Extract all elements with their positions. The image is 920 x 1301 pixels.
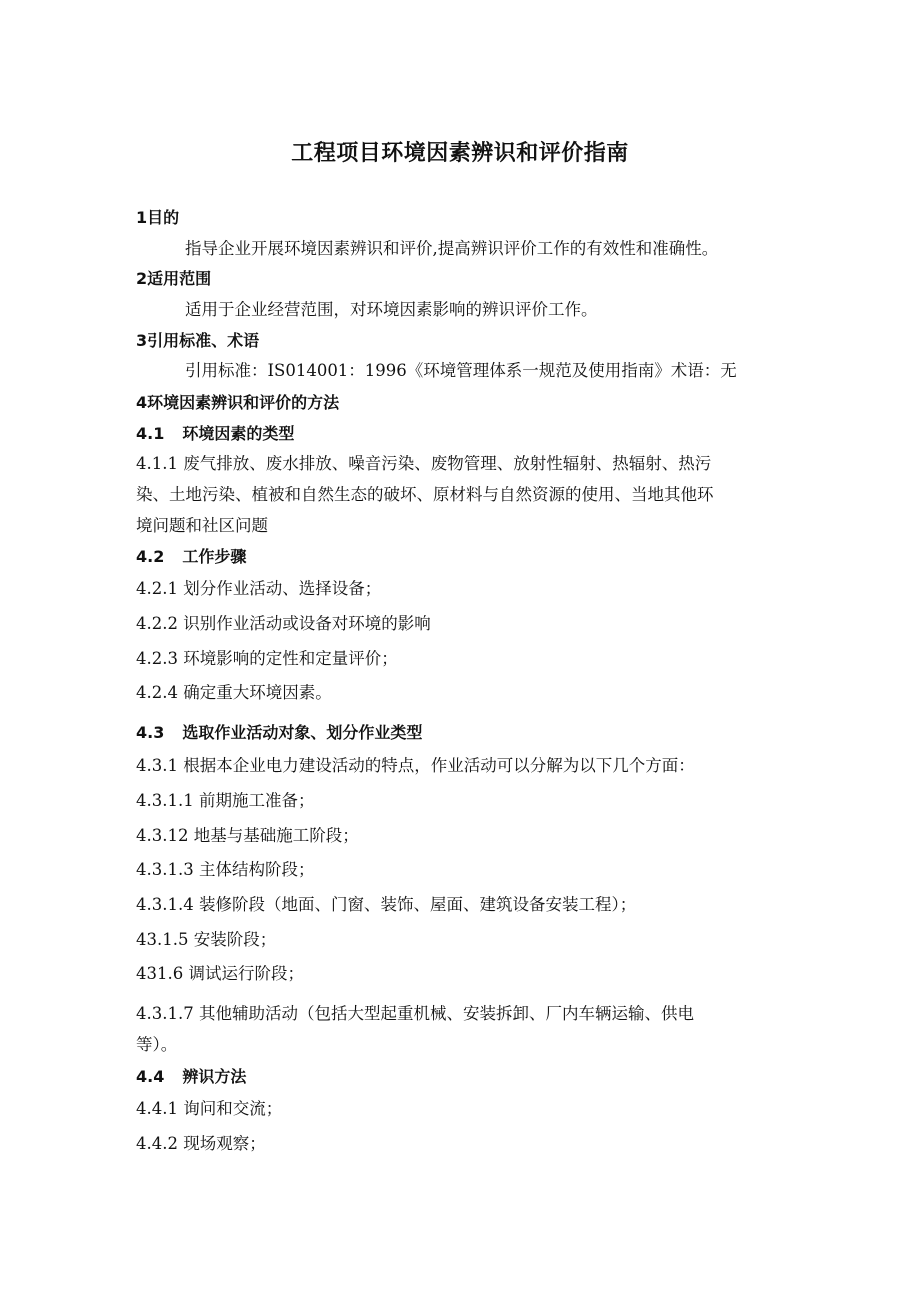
section-3-text: 引用标准：IS014001：1996《环境管理体系一规范及使用指南》术语：无 <box>185 361 737 380</box>
item-4-3-1-6: 431.6 调试运行阶段； <box>136 964 304 983</box>
method-4-4-1: 4.4.1 询问和交流； <box>136 1099 283 1118</box>
item-4-3-1-5: 43.1.5 安装阶段； <box>136 930 277 949</box>
heading-4-1-number: 4.1 <box>136 424 165 443</box>
section-4-heading: 4环境因素辨识和评价的方法 <box>136 393 340 412</box>
heading-4-4 <box>136 1066 246 1088</box>
paragraph-4-1-1-line1: 4.1.1 废气排放、废水排放、噪音污染、废物管理、放射性辐射、热辐射、热污 <box>136 454 712 473</box>
paragraph-4-1-1-line3: 境问题和社区问题 <box>136 516 268 535</box>
heading-4-2-number: 4.2 <box>136 547 165 566</box>
heading-4-3-number: 4.3 <box>136 723 165 742</box>
item-4-3-1-4: 4.3.1.4 装修阶段（地面、门窗、装饰、屋面、建筑设备安装工程）； <box>136 895 637 914</box>
item-4-3-1-1: 4.3.1.1 前期施工准备； <box>136 791 315 810</box>
section-1-text: 指导企业开展环境因素辨识和评价,提高辨识评价工作的有效性和准确性。 <box>185 239 719 258</box>
item-4-3-1-7-line2: 等）。 <box>136 1035 178 1054</box>
method-4-4-2: 4.4.2 现场观察； <box>136 1134 266 1153</box>
heading-4-2 <box>136 546 246 568</box>
paragraph-4-1-1-line2: 染、土地污染、植被和自然生态的破坏、原材料与自然资源的使用、当地其他环 <box>136 485 714 504</box>
heading-4-4-number: 4.4 <box>136 1067 165 1086</box>
heading-4-1 <box>136 423 294 445</box>
heading-4-2-label: 工作步骤 <box>182 547 247 566</box>
heading-4-4-label: 辨识方法 <box>182 1067 247 1086</box>
item-4-3-1-7-line1: 4.3.1.7 其他辅助活动（包括大型起重机械、安装拆卸、厂内车辆运输、供电 <box>136 1004 694 1023</box>
section-1-heading: 1目的 <box>136 208 180 227</box>
document-title: 工程项目环境因素辨识和评价指南 <box>291 141 629 166</box>
section-2-heading: 2适用范围 <box>136 269 212 288</box>
section-3-heading: 3引用标准、术语 <box>136 331 260 350</box>
item-4-3-1-2: 4.3.12 地基与基础施工阶段； <box>136 826 359 845</box>
step-4-2-1: 4.2.1 划分作业活动、选择设备； <box>136 579 382 598</box>
heading-4-3-label: 选取作业活动对象、划分作业类型 <box>182 723 423 742</box>
heading-4-3 <box>136 722 422 744</box>
section-2-text: 适用于企业经营范围，对环境因素影响的辨识评价工作。 <box>185 300 598 319</box>
item-4-3-1-3: 4.3.1.3 主体结构阶段； <box>136 860 315 879</box>
paragraph-4-3-1: 4.3.1 根据本企业电力建设活动的特点，作业活动可以分解为以下几个方面： <box>136 756 695 775</box>
step-4-2-4: 4.2.4 确定重大环境因素。 <box>136 683 332 702</box>
heading-4-1-label: 环境因素的类型 <box>182 424 295 443</box>
step-4-2-3: 4.2.3 环境影响的定性和定量评价； <box>136 649 398 668</box>
step-4-2-2: 4.2.2 识别作业活动或设备对环境的影响 <box>136 614 431 633</box>
